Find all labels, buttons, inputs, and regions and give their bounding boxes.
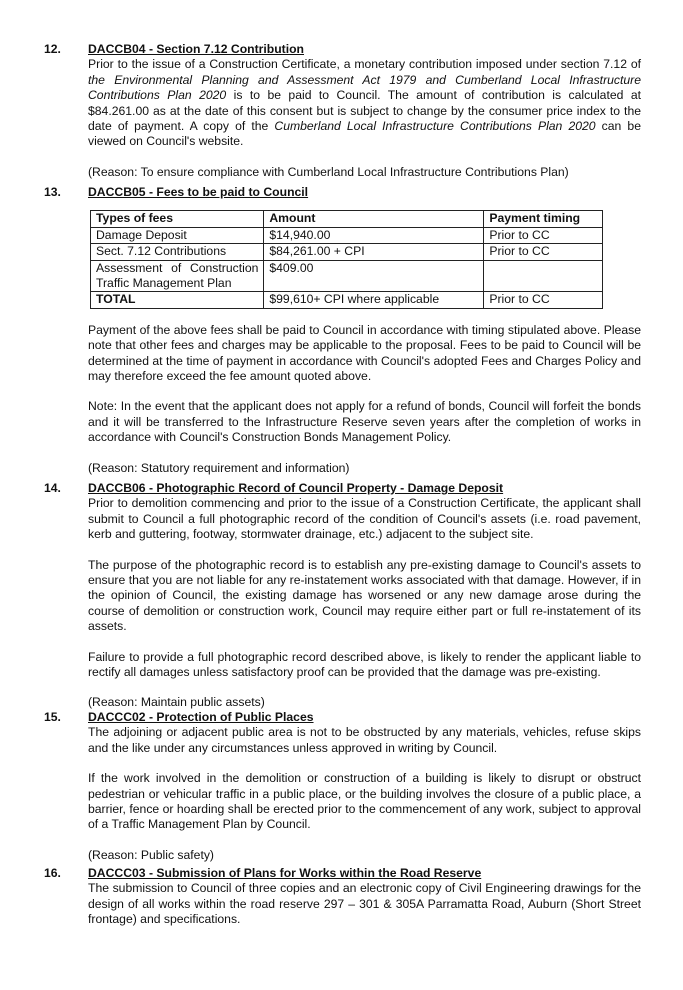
condition-paragraph: The purpose of the photographic record is to establish any pre-existing damage to Council's assets to ensure that you are not liable for any re-instatement works associated with that damage. However, if in the opinion of Council, the existing damage has worsened or any new damage arose during the course of demolition or construction work, Council may require either part or full re-instatement of its assets. [88,557,641,634]
condition-paragraph: Failure to provide a full photographic record described above, is likely to render the applicant liable to rectify all damages unless satisfactory proof can be provided that the damage was pre-existing. [88,649,641,680]
condition-reason: (Reason: Maintain public assets) [88,695,265,710]
table-cell: Assessment of Construction Traffic Management Plan [91,260,264,292]
table-row [91,227,603,243]
condition-paragraph: Prior to the issue of a Construction Certificate, a monetary contribution imposed under section 7.12 of the Environmental Planning and Assessment Act 1979 and Cumberland Local Infrastructure Contributions Plan 2020 is to be paid to Council. The amount of contribution is calculated at $84.261.00 as at the date of this consent but is subject to change by the consumer price index to the date of payment. A copy of the Cumberland Local Infrastructure Contributions Plan 2020 can be viewed on Council's website. [88,57,641,149]
table-cell: $84,261.00 + CPI [264,244,484,260]
table-cell: Prior to CC [484,227,603,243]
table-cell: Damage Deposit [91,227,264,243]
condition-paragraph: The adjoining or adjacent public area is not to be obstructed by any materials, vehicles, refuse skips and the like under any circumstances unless approved in writing by Council. [88,725,641,755]
condition-reason: (Reason: To ensure compliance with Cumberland Local Infrastructure Contributions Plan) [88,164,569,179]
table-header: Amount [264,211,484,227]
condition-heading: DACCB05 - Fees to be paid to Council [88,185,309,199]
table-row-total [91,292,603,308]
condition-number: 13. [44,185,61,199]
table-row [91,260,603,292]
condition-number: 15. [44,710,61,724]
condition-reason: (Reason: Statutory requirement and information) [88,460,350,475]
table-header-row [91,211,603,227]
condition-number: 12. [44,42,61,56]
table-cell: $99,610+ CPI where applicable [264,292,484,308]
condition-heading: DACCC02 - Protection of Public Places [88,710,314,724]
condition-paragraph: Prior to demolition commencing and prior to the issue of a Construction Certificate, the applicant shall submit to Council a full photographic record of the condition of Council's assets (i.e. road pavement, kerb and guttering, footway, stormwater drainage, etc.) adjacent to the subject site. [88,496,641,542]
table-cell: $14,940.00 [264,227,484,243]
fees-table [90,210,603,308]
table-cell: $409.00 [264,260,484,292]
condition-paragraph: If the work involved in the demolition or construction of a building is likely to disrupt or obstruct pedestrian or vehicular traffic in a public place, or the building involves the closure of a public place, a barrier, fence or hoarding shall be erected prior to the commencement of any work, subject to approval of a Traffic Management Plan by Council. [88,771,641,832]
table-cell [484,260,603,292]
condition-paragraph: Payment of the above fees shall be paid to Council in accordance with timing stipulated above. Please note that other fees and charges may be applicable to the proposal. Fees to be paid to Council will be determined at the time of payment in accordance with Council's adopted Fees and Charges Policy and may therefore exceed the fee amount quoted above. [88,322,641,384]
table-cell: TOTAL [91,292,264,308]
table-row [91,244,603,260]
table-header: Payment timing [484,211,603,227]
table-cell: Prior to CC [484,244,603,260]
table-header: Types of fees [91,211,264,227]
condition-heading: DACCB06 - Photographic Record of Council Property - Damage Deposit [88,481,504,495]
condition-heading: DACCB04 - Section 7.12 Contribution [88,42,305,56]
condition-number: 14. [44,481,61,495]
table-cell: Sect. 7.12 Contributions [91,244,264,260]
condition-paragraph: Note: In the event that the applicant does not apply for a refund of bonds, Council will forfeit the bonds and it will be transferred to the Infrastructure Reserve seven years after the completion of works in accordance with Council's Construction Bonds Management Policy. [88,399,641,445]
table-cell: Prior to CC [484,292,603,308]
condition-number: 16. [44,866,61,880]
condition-paragraph: The submission to Council of three copies and an electronic copy of Civil Engineering drawings for the design of all works within the road reserve 297 – 301 & 305A Parramatta Road, Auburn (Short Street frontage) and specifications. [88,881,641,927]
condition-heading: DACCC03 - Submission of Plans for Works within the Road Reserve [88,866,482,880]
condition-reason: (Reason: Public safety) [88,847,214,862]
